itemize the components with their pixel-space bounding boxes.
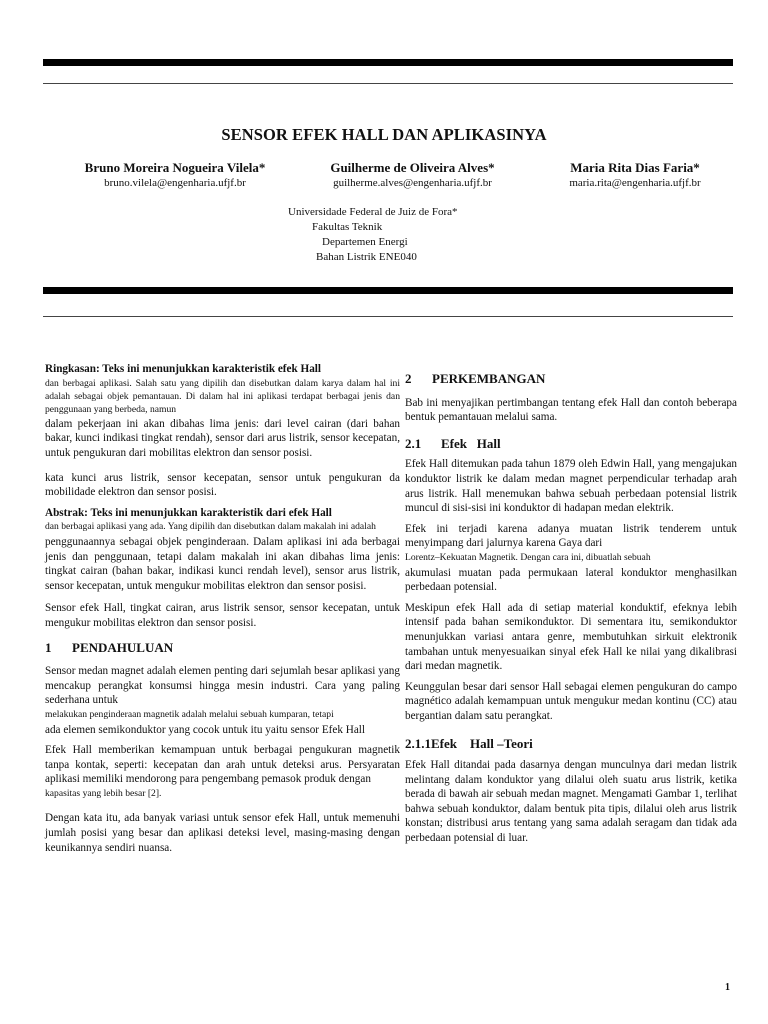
subsection-heading-teori <box>405 737 737 752</box>
section-number: 2 <box>405 371 412 386</box>
header-bottom-thin-rule <box>43 316 733 317</box>
efek-hall-paragraph-1: Efek Hall ditemukan pada tahun 1879 oleh Edwin Hall, yang mengajukan konduktor listrik ke dalam medan magnet perpendicular terhadap arah arus listrik. Hall menemukan bahwa sebuah perbedaan potensial listrik muncul di sisi-sisi ini konduktor di hadapan medan elektrik. <box>405 458 737 515</box>
section-title: PERKEMBANGAN <box>432 371 546 386</box>
perkembangan-paragraph: Bab ini menyajikan pertimbangan tentang efek Hall dan contoh beberapa bentuk pemantauan melalui sama. <box>405 396 737 424</box>
section-title: PENDAHULUAN <box>72 639 174 655</box>
intro-paragraph-1-small: melakukan penginderaan magnetik adalah melalui sebuah kumparan, tetapi <box>45 708 334 720</box>
author-3 <box>545 160 725 189</box>
efek-hall-paragraph-3: Meskipun efek Hall ada di setiap material konduktif, efeknya lebih intensif pada bahan semikonduktor. Di sementara itu, semikonduktor menunjukkan variasi antara genre, membutuhkan sirkuit elektronik tambahan untuk menyesuaikan sinyal efek Hall ke nilai yang dikalibrasi dari medan magnetik. <box>405 601 737 673</box>
header-bottom-thick-rule <box>43 287 733 294</box>
subsection-heading-efek-hall <box>405 437 737 452</box>
author-email[interactable]: maria.rita@engenharia.ufjf.br <box>569 177 701 189</box>
author-name: Guilherme de Oliveira Alves* <box>330 160 495 175</box>
intro-paragraph-2: Efek Hall memberikan kemampuan untuk berbagai pengukuran magnetik tanpa kontak, seperti: kecepatan dan arah untuk deteksi arus. Persyaratan aplikasi memiliki mendorong para pengembang pemasok produk dengan <box>45 744 400 786</box>
subsection-title: Efek Hall <box>441 435 501 451</box>
abstrak-small-text: dan berbagai aplikasi yang ada. Yang dipilih dan disebutkan dalam makalah ini adalah <box>45 521 376 533</box>
subsection-title: Efek Hall –Teori <box>431 736 533 752</box>
kata-kunci: kata kunci arus listrik, sensor kecepatan, sensor untuk pengukuran da mobilidade elektron dan sensor posisi. <box>45 471 400 499</box>
section-heading-pendahuluan <box>45 641 400 656</box>
intro-paragraph-1b: ada elemen semikonduktor yang cocok untuk itu yaitu sensor Efek Hall <box>45 723 366 736</box>
keywords: Sensor efek Hall, tingkat cairan, arus listrik sensor, sensor kecepatan, untuk mengukur mobilitas elektron dan sensor posisi. <box>45 602 400 629</box>
author-2 <box>300 160 525 189</box>
intro-paragraph-1a: Sensor medan magnet adalah elemen penting dari sejumlah besar aplikasi yang mencakup perangkat konsumsi hingga mesin industri. Cara yang paling sederhana untuk <box>45 665 400 707</box>
subsection-number: 2.1 <box>405 435 422 451</box>
affiliation-university: Universidade Federal de Juiz de Fora* <box>288 206 458 218</box>
top-thin-rule <box>43 83 733 84</box>
subsection-number: 2.1.1 <box>405 736 431 752</box>
efek-hall-paragraph-2-small: Lorentz–Kekuatan Magnetik. Dengan cara ini, dibuatlah sebuah <box>405 551 651 563</box>
teori-paragraph-1: Efek Hall ditandai pada dasarnya dengan munculnya dari medan listrik melintang dalam konduktor yang dilalui oleh suatu arus listrik, ketika berada di bawah air sebuah medan magnet. Mengamati Gambar 1, terlihat bahwa sebuah konduktor, dalam bentuk pita tipis, dilalui oleh arus listrik konstan; distribusi arus tentang yang sama adalah seragam dan tidak ada perbedaan potensial di luar. <box>405 759 737 845</box>
intro-paragraph-3: Dengan kata itu, ada banyak variasi untuk sensor efek Hall, untuk memenuhi jumlah posisi yang besar dan aplikasi deteksi level, masing-masing dengan keunikannya sendiri nuansa. <box>45 812 400 854</box>
left-column <box>45 362 400 861</box>
author-1 <box>60 160 290 189</box>
affiliation-faculty: Fakultas Teknik <box>312 221 383 233</box>
author-name: Bruno Moreira Nogueira Vilela* <box>84 160 266 175</box>
author-email[interactable]: bruno.vilela@engenharia.ufjf.br <box>104 177 246 189</box>
efek-hall-paragraph-2a: Efek ini terjadi karena adanya muatan listrik tenderem untuk menyimpang dari jalurnya karena Gaya dari <box>405 522 737 550</box>
affiliation-department: Departemen Energi <box>322 236 408 248</box>
author-name: Maria Rita Dias Faria* <box>570 160 700 175</box>
affiliation-block <box>288 205 458 265</box>
intro-paragraph-2-small: kapasitas yang lebih besar [2]. <box>45 787 162 799</box>
affiliation-course: Bahan Listrik ENE040 <box>316 251 417 263</box>
paper-title: SENSOR EFEK HALL DAN APLIKASINYA <box>221 125 547 144</box>
abstrak-heading: Abstrak: Teks ini menunjukkan karakteristik dari efek Hall <box>45 506 332 519</box>
efek-hall-paragraph-4: Keunggulan besar dari sensor Hall sebagai elemen pengukuran do campo magnético adalah kemampuan untuk mengukur medan kontinu (CC) atau bergantian dalam satu perangkat. <box>405 680 737 722</box>
ringkasan-text: dalam pekerjaan ini akan dibahas lima jenis: dari level cairan (dari bahan bakar, kunci indikasi tingkat rendah), sensor dari arus listrik, sensor kecepatan, untuk pengukuran dari mobilitas elektron dan sensor posisi. <box>45 417 400 459</box>
author-email[interactable]: guilherme.alves@engenharia.ufjf.br <box>333 177 492 189</box>
ringkasan-small-text: dan berbagai aplikasi. Salah satu yang dipilih dan disebutkan dalam karya dalam hal ini adalah sebagai objek pemantauan. Di dalam hal ini aplikasi terdapat berbagai jenis dan penggunaan yang berbeda, namun <box>45 377 400 416</box>
top-thick-rule <box>43 59 733 66</box>
abstrak-text: penggunaannya sebagai objek penginderaan. Dalam aplikasi ini ada berbagai jenis dan penggunaan, tetapi dalam makalah ini akan dibahas lima jenis: tingkat cairan (bahan bakar, indikasi kunci rendah level), sensor arus listrik, sensor kecepatan, untuk mengukur mobilitas elektron dan sensor posisi. <box>45 535 400 592</box>
section-heading-perkembangan <box>405 372 737 387</box>
right-column <box>405 372 737 852</box>
efek-hall-paragraph-2b: akumulasi muatan pada permukaan lateral konduktor menghasilkan perbedaan potensial. <box>405 566 737 594</box>
section-number: 1 <box>45 639 52 655</box>
page-number: 1 <box>725 982 730 993</box>
ringkasan-heading: Ringkasan: Teks ini menunjukkan karakteristik efek Hall <box>45 363 322 375</box>
